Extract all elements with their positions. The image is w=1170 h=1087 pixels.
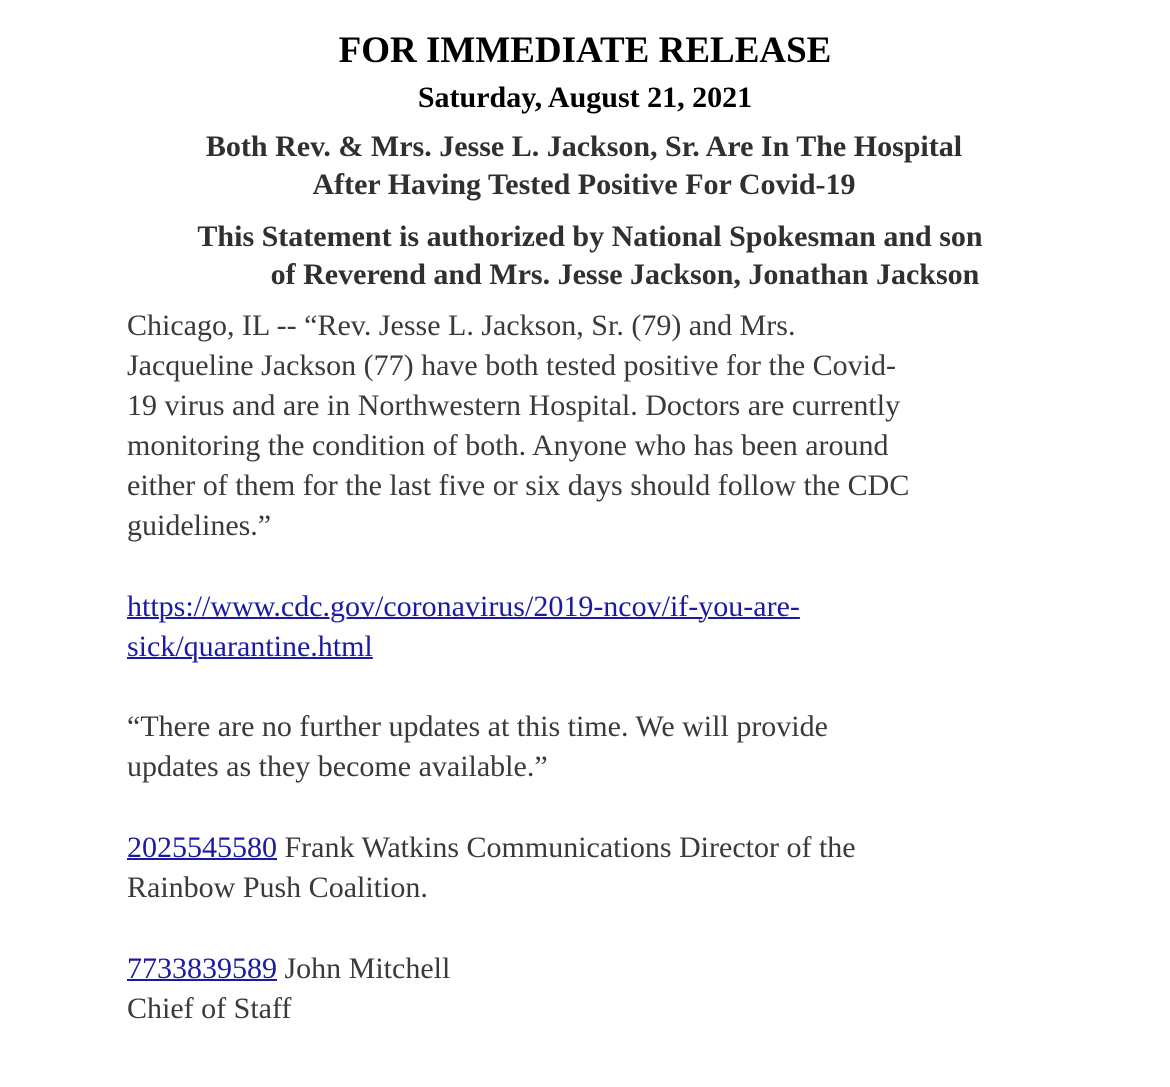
cdc-guidelines-link-continued[interactable]: sick/quarantine.html <box>127 630 373 663</box>
authorization-statement <box>0 218 1170 294</box>
authorization-line-2: of Reverend and Mrs. Jesse Jackson, Jonathan Jackson <box>270 258 980 291</box>
statement-line: either of them for the last five or six days should follow the CDC <box>127 469 910 502</box>
john-phone-link[interactable]: 7733839589 <box>127 952 277 985</box>
release-title-line-1: Both Rev. & Mrs. Jesse L. Jackson, Sr. Are In The Hospital <box>205 130 963 163</box>
updates-line-1: “There are no further updates at this time. We will provide <box>127 710 828 743</box>
updates-line-2: updates as they become available.” <box>127 750 548 783</box>
john-name: John Mitchell <box>277 952 451 985</box>
authorization-line-1: This Statement is authorized by National Spokesman and son <box>197 220 983 253</box>
john-title: Chief of Staff <box>127 992 292 1025</box>
statement-line: Jacqueline Jackson (77) have both tested positive for the Covid- <box>127 349 896 382</box>
frank-organization: Rainbow Push Coalition. <box>127 871 428 904</box>
statement-line: Chicago, IL -- “Rev. Jesse L. Jackson, Sr. (79) and Mrs. <box>127 309 796 342</box>
frank-name-title: Frank Watkins Communications Director of the <box>277 831 856 864</box>
cdc-guidelines-link[interactable]: https://www.cdc.gov/coronavirus/2019-ncov/if-you-are- <box>127 590 800 623</box>
release-title <box>0 128 1168 204</box>
statement-line: 19 virus and are in Northwestern Hospital. Doctors are currently <box>127 389 901 422</box>
contact-john-mitchell <box>127 949 1027 1029</box>
release-title-line-2: After Having Tested Positive For Covid-19 <box>312 168 856 201</box>
cdc-guidelines-link-block <box>127 587 1027 667</box>
statement-line: guidelines.” <box>127 509 272 542</box>
contact-frank-watkins <box>127 828 1027 908</box>
statement-paragraph <box>127 306 1027 546</box>
statement-line: monitoring the condition of both. Anyone who has been around <box>127 429 889 462</box>
release-date: Saturday, August 21, 2021 <box>417 81 753 114</box>
frank-phone-link[interactable]: 2025545580 <box>127 831 277 864</box>
release-heading: FOR IMMEDIATE RELEASE <box>338 30 832 71</box>
updates-paragraph <box>127 707 1027 787</box>
